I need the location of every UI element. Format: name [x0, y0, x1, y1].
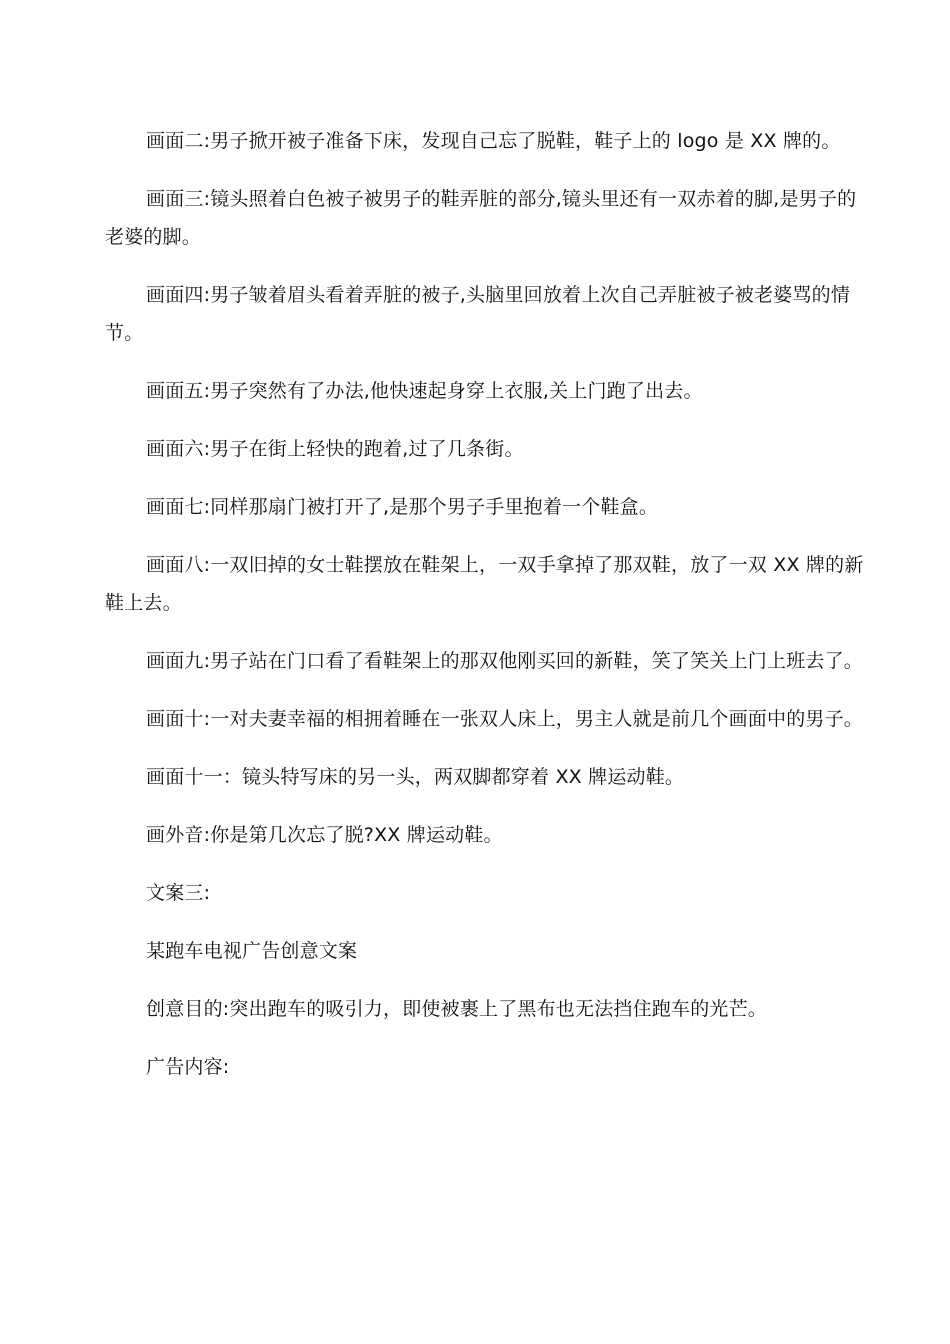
paragraph-scene-3: 画面三:镜头照着白色被子被男子的鞋弄脏的部分,镜头里还有一双赤着的脚,是男子的老婆的脚。: [105, 188, 857, 248]
paragraph-scene-8: 画面八:一双旧掉的女士鞋摆放在鞋架上，一双手拿掉了那双鞋，放了一双 XX 牌的新鞋上去。: [105, 554, 864, 614]
paragraph-gap: [105, 410, 865, 430]
paragraph-scene-5: 画面五:男子突然有了办法,他快速起身穿上衣服,关上门跑了出去。: [146, 380, 703, 402]
paragraph-gap: [105, 912, 865, 932]
paragraph-gap: [105, 796, 865, 816]
paragraph-scene-7: 画面七:同样那扇门被打开了,是那个男子手里抱着一个鞋盒。: [146, 496, 659, 518]
paragraph-voiceover: 画外音:你是第几次忘了脱?XX 牌运动鞋。: [146, 824, 503, 846]
document-body: [105, 122, 865, 1086]
paragraph-scene-10: 画面十:一对夫妻幸福的相拥着睡在一张双人床上，男主人就是前几个画面中的男子。: [146, 708, 864, 730]
paragraph-scene-9: 画面九:男子站在门口看了看鞋架上的那双他刚买回的新鞋，笑了笑关上门上班去了。: [146, 650, 864, 672]
paragraph-gap: [105, 738, 865, 758]
paragraph-scene-6: 画面六:男子在街上轻快的跑着,过了几条街。: [146, 438, 524, 460]
creative-purpose: 创意目的:突出跑车的吸引力，即使被裹上了黑布也无法挡住跑车的光芒。: [146, 998, 768, 1020]
paragraph-gap: [105, 352, 865, 372]
paragraph-scene-2: 画面二:男子掀开被子准备下床，发现自己忘了脱鞋，鞋子上的 logo 是 XX 牌的。: [146, 130, 841, 152]
paragraph-gap: [105, 526, 865, 546]
paragraph-scene-4: 画面四:男子皱着眉头看着弄脏的被子,头脑里回放着上次自己弄脏被子被老婆骂的情节。: [105, 284, 851, 344]
paragraph-gap: [105, 622, 865, 642]
paragraph-gap: [105, 854, 865, 874]
paragraph-gap: [105, 256, 865, 276]
paragraph-gap: [105, 970, 865, 990]
section-heading: 文案三:: [146, 882, 211, 904]
paragraph-scene-11: 画面十一：镜头特写床的另一头，两双脚都穿着 XX 牌运动鞋。: [146, 766, 685, 788]
paragraph-gap: [105, 468, 865, 488]
copy-title: 某跑车电视广告创意文案: [146, 940, 358, 962]
paragraph-gap: [105, 160, 865, 180]
paragraph-gap: [105, 680, 865, 700]
paragraph-gap: [105, 1028, 865, 1048]
ad-content-heading: 广告内容:: [146, 1056, 230, 1078]
